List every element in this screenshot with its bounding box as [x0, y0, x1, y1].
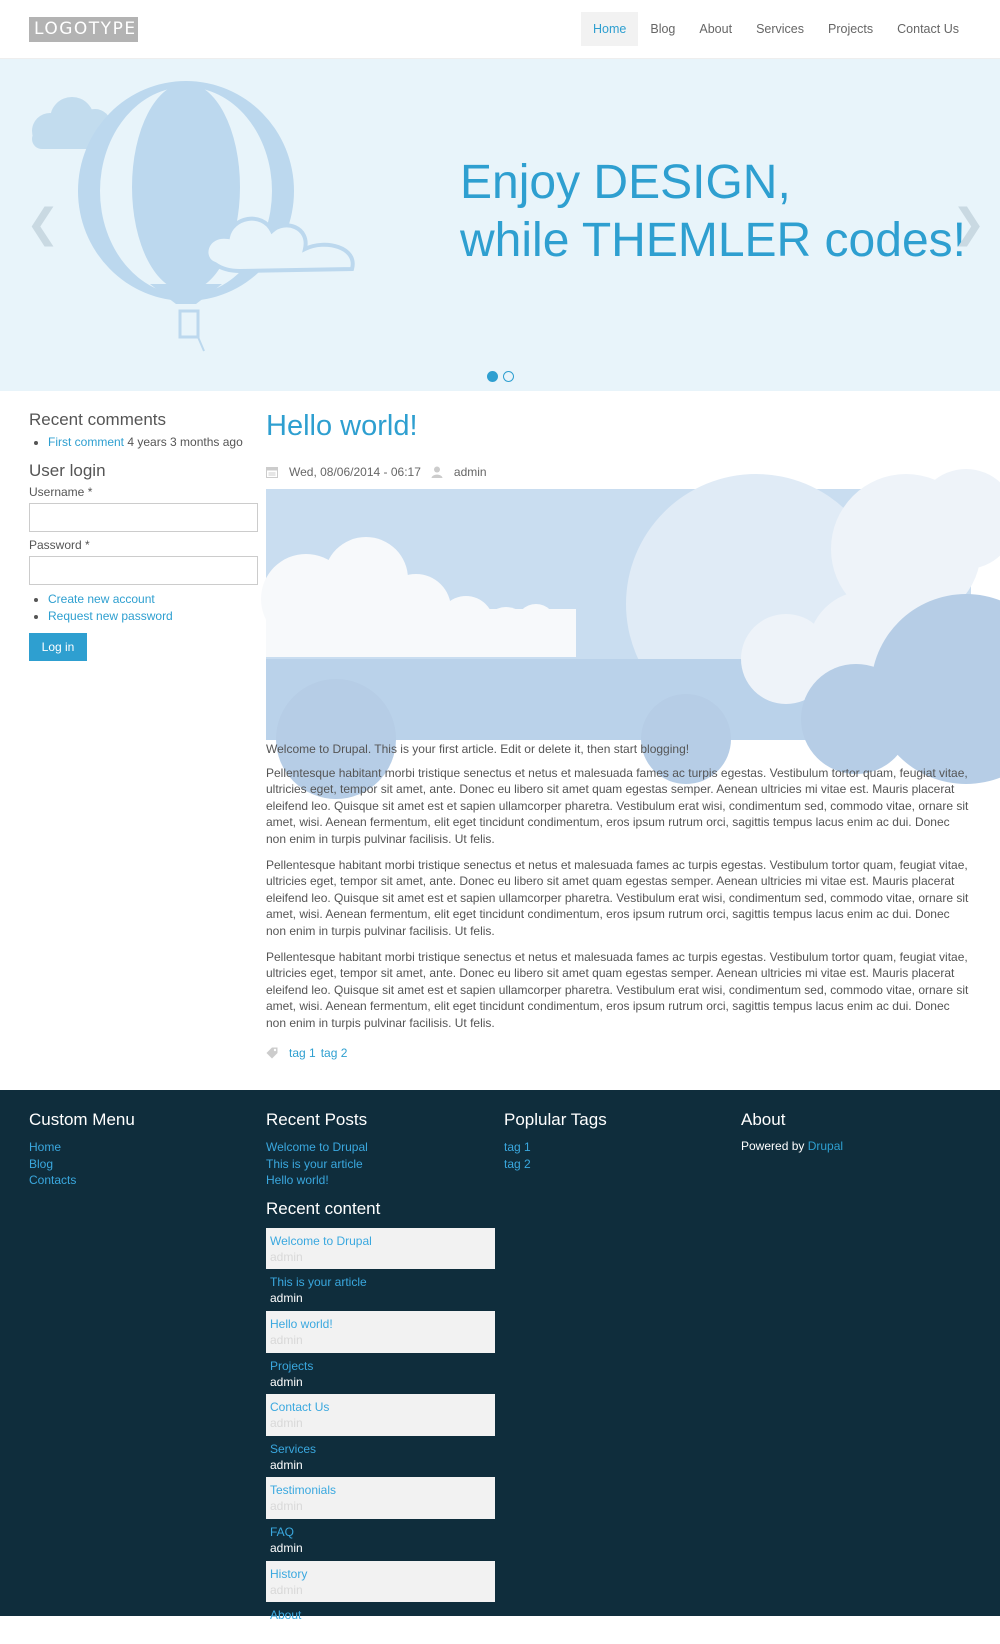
list-item	[266, 1602, 495, 1644]
article-paragraph: Pellentesque habitant morbi tristique senectus et netus et malesuada fames ac turpis egestas. Vestibulum tortor quam, feugiat vitae, ultricies eget, tempor sit amet, ante. Donec eu libero sit amet quam egestas semper. Aenean ultricies mi vitae est. Mauris placerat eleifend leo. Quisque sit amet est et sapien ullamcorper pharetra. Vestibulum erat wisi, condimentum sed, commodo vitae, ornare sit amet, wisi. Aenean fermentum, elit eget tincidunt condimentum, eros ipsum rutrum orci, sagittis tempus lacus enim ac dui. Donec non enim in turpis pulvinar facilisis. Ut felis.	[266, 765, 969, 846]
recent-content-list	[266, 1228, 495, 1644]
recent-post-link[interactable]: This is your article	[266, 1156, 363, 1171]
list-item	[266, 1269, 495, 1311]
article-cloud-image	[266, 489, 971, 740]
nav-item-blog[interactable]: Blog	[650, 22, 676, 36]
required-mark: *	[85, 538, 90, 552]
sidebar	[29, 410, 258, 661]
article-title[interactable]: Hello world!	[266, 410, 418, 442]
list-item	[48, 591, 258, 608]
slide-heading-line-2: while THEMLER codes!	[460, 214, 966, 267]
calendar-icon	[266, 466, 278, 478]
recent-content-author: admin	[270, 1582, 303, 1597]
recent-content-link[interactable]: This is your article	[270, 1275, 367, 1290]
recent-content-link[interactable]: About	[270, 1608, 302, 1623]
footer-custom-menu-title: Custom Menu	[29, 1110, 135, 1129]
nav-item-contact-us[interactable]: Contact Us	[897, 22, 959, 36]
recent-content-link[interactable]: Services	[270, 1441, 317, 1456]
list-item	[266, 1436, 495, 1478]
list-item	[266, 1561, 495, 1603]
password-field[interactable]	[29, 556, 258, 585]
list-item	[266, 1311, 495, 1353]
list-item	[266, 1394, 495, 1436]
site-header	[0, 0, 1000, 59]
nav-item-home[interactable]: Home	[581, 12, 638, 46]
tag-link[interactable]: tag 2	[320, 1045, 348, 1060]
comment-meta: 4 years 3 months ago	[124, 435, 243, 449]
list-item	[48, 608, 258, 625]
list-item	[48, 434, 258, 451]
nav-item-services[interactable]: Services	[756, 22, 804, 36]
recent-content-link[interactable]: FAQ	[270, 1524, 295, 1539]
recent-content-author: admin	[270, 1332, 303, 1347]
slider-dot-1[interactable]	[487, 371, 498, 382]
user-login-title: User login	[29, 461, 106, 480]
footer-link-home[interactable]: Home	[29, 1140, 62, 1154]
tag-icon	[266, 1047, 278, 1059]
recent-content-link[interactable]: Hello world!	[270, 1316, 333, 1331]
list-item	[266, 1519, 495, 1561]
article-intro: Welcome to Drupal. This is your first article. Edit or delete it, then start blogging!	[266, 742, 690, 756]
slide-heading	[460, 154, 966, 270]
comment-link[interactable]: First comment	[48, 435, 125, 449]
recent-content-author: admin	[270, 1457, 303, 1472]
password-label-text: Password	[29, 538, 82, 552]
slider-pagination	[487, 371, 514, 382]
article-author: admin	[453, 465, 487, 479]
recent-post-link[interactable]: Hello world!	[266, 1173, 329, 1188]
footer-recent-posts-title: Recent Posts	[266, 1110, 368, 1129]
site-footer	[0, 1090, 1000, 1639]
password-label	[29, 538, 258, 552]
recent-comments-title: Recent comments	[29, 410, 166, 429]
username-field[interactable]	[29, 503, 258, 532]
recent-content-title: Recent content	[266, 1198, 381, 1218]
footer-recent-posts	[266, 1110, 495, 1644]
recent-content-link[interactable]: History	[270, 1566, 308, 1581]
recent-content-link[interactable]: Testimonials	[270, 1483, 337, 1498]
hero-slider	[0, 59, 1000, 391]
list-item	[266, 1353, 495, 1395]
chevron-left-icon[interactable]: ❮	[26, 201, 60, 247]
footer-about	[741, 1110, 970, 1153]
article-paragraph: Pellentesque habitant morbi tristique senectus et netus et malesuada fames ac turpis egestas. Vestibulum tortor quam, feugiat vitae, ultricies eget, tempor sit amet, ante. Donec eu libero sit amet quam egestas semper. Aenean ultricies mi vitae est. Mauris placerat eleifend leo. Quisque sit amet est et sapien ullamcorper pharetra. Vestibulum erat wisi, condimentum sed, commodo vitae, ornare sit amet, wisi. Aenean fermentum, elit eget tincidunt condimentum, eros ipsum rutrum orci, sagittis tempus lacus enim ac dui. Donec non enim in turpis pulvinar facilisis. Ut felis.	[266, 857, 969, 938]
footer-link-contacts[interactable]: Contacts	[29, 1173, 77, 1188]
powered-by-label: Powered by	[741, 1139, 808, 1153]
recent-comments-list	[29, 434, 258, 451]
list-item	[266, 1228, 495, 1270]
nav-item-projects[interactable]: Projects	[828, 22, 874, 36]
powered-by-text	[741, 1139, 970, 1153]
slider-dot-2[interactable]	[503, 371, 514, 382]
login-button[interactable]: Log in	[29, 633, 87, 661]
recent-content-author: admin	[270, 1291, 303, 1306]
username-label-text: Username	[29, 485, 85, 499]
recent-content-link[interactable]: Projects	[270, 1358, 314, 1373]
slide-heading-line-1: Enjoy DESIGN,	[460, 156, 791, 209]
footer-link-blog[interactable]: Blog	[29, 1156, 54, 1171]
required-mark: *	[87, 485, 93, 499]
article-paragraph: Pellentesque habitant morbi tristique senectus et netus et malesuada fames ac turpis egestas. Vestibulum tortor quam, feugiat vitae, ultricies eget, tempor sit amet, ante. Donec eu libero sit amet quam egestas semper. Aenean ultricies mi vitae est. Mauris placerat eleifend leo. Quisque sit amet est et sapien ullamcorper pharetra. Vestibulum erat wisi, condimentum sed, commodo vitae, ornare sit amet, wisi. Aenean fermentum, elit eget tincidunt condimentum, eros ipsum rutrum orci, sagittis tempus lacus enim ac dui. Donec non enim in turpis pulvinar facilisis. Ut felis.	[266, 949, 969, 1030]
footer-about-title: About	[741, 1110, 786, 1129]
recent-content-link[interactable]: Welcome to Drupal	[270, 1233, 372, 1248]
nav-item-about[interactable]: About	[699, 22, 733, 36]
recent-content-author: admin	[270, 1374, 303, 1389]
main-content	[266, 410, 971, 1060]
drupal-link[interactable]: Drupal	[807, 1139, 844, 1153]
chevron-right-icon[interactable]: ❯	[952, 201, 986, 247]
article-date: Wed, 08/06/2014 - 06:17	[289, 465, 421, 479]
request-password-link[interactable]: Request new password	[48, 609, 173, 623]
footer-tag-link[interactable]: tag 2	[504, 1156, 531, 1171]
main-nav	[581, 12, 971, 46]
recent-post-link[interactable]: Welcome to Drupal	[266, 1140, 368, 1154]
list-item	[266, 1477, 495, 1519]
article-meta	[266, 463, 971, 481]
create-account-link[interactable]: Create new account	[48, 592, 155, 606]
logo[interactable]: LOGOTYPE	[29, 17, 138, 42]
recent-content-author: admin	[270, 1416, 303, 1431]
footer-custom-menu	[29, 1110, 258, 1189]
footer-tag-link[interactable]: tag 1	[504, 1140, 531, 1154]
tag-link[interactable]: tag 1	[289, 1045, 316, 1060]
footer-popular-tags	[504, 1110, 733, 1172]
footer-popular-tags-title: Poplular Tags	[504, 1110, 607, 1129]
user-icon	[431, 466, 443, 478]
article-tags	[266, 1046, 971, 1060]
recent-content-link[interactable]: Contact Us	[270, 1400, 330, 1415]
recent-content-author: admin	[270, 1540, 303, 1555]
login-links	[29, 591, 258, 625]
recent-content-author: admin	[270, 1499, 303, 1514]
recent-content-author: admin	[270, 1624, 303, 1639]
username-label	[29, 485, 258, 499]
recent-content-author: admin	[270, 1249, 303, 1264]
article-body	[266, 741, 971, 1032]
